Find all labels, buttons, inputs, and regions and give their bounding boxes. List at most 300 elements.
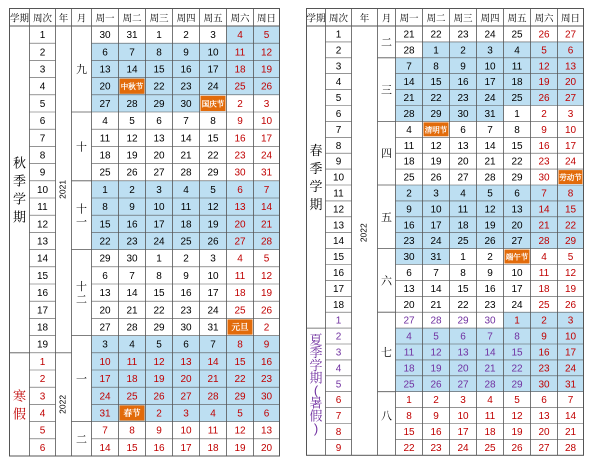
day-cell: 31 <box>484 108 496 120</box>
day-cell: 26 <box>511 442 523 454</box>
day-cell: 6 <box>102 270 108 282</box>
day-cell: 4 <box>487 395 493 407</box>
day-cell: 18 <box>234 64 246 76</box>
header-4: 周一 <box>399 13 419 25</box>
week-number: 13 <box>332 220 345 232</box>
day-cell: 30 <box>403 252 415 264</box>
day-cell: 11 <box>538 267 550 279</box>
month-label: 六 <box>381 275 392 288</box>
day-cell: 6 <box>183 339 189 351</box>
day-cell: 30 <box>457 108 469 120</box>
day-cell: 13 <box>564 61 577 73</box>
week-number: 5 <box>335 93 342 105</box>
day-cell: 18 <box>403 363 415 375</box>
week-number: 16 <box>332 267 345 279</box>
day-cell: 11 <box>403 140 415 152</box>
month-label: 四 <box>381 148 392 161</box>
day-cell: 26 <box>538 29 550 41</box>
day-cell: 4 <box>237 30 243 42</box>
week-number: 4 <box>335 363 342 375</box>
day-cell: 6 <box>237 184 243 196</box>
day-cell: 2 <box>237 98 243 110</box>
day-cell: 5 <box>129 116 135 128</box>
day-cell: 23 <box>430 442 442 454</box>
day-cell: 22 <box>153 305 165 317</box>
day-cell: 15 <box>234 356 246 368</box>
day-cell: 19 <box>234 442 246 454</box>
week-number: 5 <box>39 98 46 110</box>
day-cell: 31 <box>260 167 273 179</box>
holiday-label: 端午节 <box>505 252 529 262</box>
day-cell: 27 <box>99 98 111 110</box>
day-cell: 7 <box>129 270 135 282</box>
day-cell: 17 <box>564 347 577 359</box>
day-cell: 17 <box>564 140 577 152</box>
day-cell: 6 <box>263 408 270 420</box>
day-cell: 20 <box>180 374 192 386</box>
day-cell: 20 <box>153 150 165 162</box>
day-cell: 27 <box>457 379 469 391</box>
day-cell: 19 <box>564 283 577 295</box>
year-label: 2022 <box>358 223 369 243</box>
day-cell: 28 <box>484 172 496 184</box>
day-cell: 26 <box>260 81 273 93</box>
day-cell: 11 <box>234 270 246 282</box>
week-number: 2 <box>335 331 342 343</box>
day-cell: 15 <box>564 204 577 216</box>
day-cell: 15 <box>403 426 415 438</box>
day-cell: 13 <box>403 283 415 295</box>
week-number: 18 <box>332 299 345 311</box>
day-cell: 29 <box>153 98 165 110</box>
day-cell: 12 <box>260 47 273 59</box>
day-cell: 5 <box>541 45 547 57</box>
day-cell: 10 <box>207 47 219 59</box>
day-cell: 18 <box>207 442 219 454</box>
day-cell: 22 <box>511 156 523 168</box>
day-cell: 1 <box>406 395 412 407</box>
day-cell: 2 <box>263 322 270 334</box>
header-10: 周日 <box>560 13 581 25</box>
day-cell: 19 <box>538 77 550 89</box>
day-cell: 23 <box>457 93 469 105</box>
day-cell: 23 <box>260 374 273 386</box>
day-cell: 5 <box>263 30 270 42</box>
day-cell: 26 <box>484 236 496 248</box>
day-cell: 15 <box>207 133 219 145</box>
day-cell: 12 <box>484 204 496 216</box>
day-cell: 17 <box>207 288 219 300</box>
header-5: 周二 <box>426 13 446 25</box>
day-cell: 15 <box>511 140 523 152</box>
day-cell: 16 <box>538 140 550 152</box>
day-cell: 7 <box>433 267 439 279</box>
day-cell: 25 <box>511 29 523 41</box>
day-cell: 4 <box>210 408 216 420</box>
day-cell: 16 <box>153 442 165 454</box>
day-cell: 13 <box>99 288 111 300</box>
day-cell: 3 <box>183 408 189 420</box>
day-cell: 11 <box>403 347 415 359</box>
day-cell: 24 <box>99 391 111 403</box>
day-cell: 18 <box>457 220 469 232</box>
day-cell: 11 <box>234 47 246 59</box>
week-number: 15 <box>332 252 345 264</box>
day-cell: 19 <box>153 374 165 386</box>
week-number: 14 <box>332 236 345 248</box>
day-cell: 16 <box>457 77 469 89</box>
week-number: 8 <box>335 140 342 152</box>
day-cell: 28 <box>126 322 138 334</box>
day-cell: 14 <box>180 133 192 145</box>
day-cell: 3 <box>263 98 270 110</box>
day-cell: 10 <box>484 61 496 73</box>
day-cell: 3 <box>567 108 574 120</box>
day-cell: 29 <box>153 322 165 334</box>
week-number: 12 <box>36 219 49 231</box>
month-label: 十 <box>76 141 87 154</box>
day-cell: 12 <box>511 411 523 423</box>
day-cell: 9 <box>263 339 270 351</box>
day-cell: 9 <box>406 204 412 216</box>
day-cell: 12 <box>153 356 165 368</box>
day-cell: 1 <box>460 252 466 264</box>
day-cell: 19 <box>207 219 219 231</box>
day-cell: 5 <box>487 188 493 200</box>
week-number: 1 <box>39 30 46 42</box>
day-cell: 20 <box>564 77 577 89</box>
day-cell: 28 <box>260 236 273 248</box>
day-cell: 30 <box>538 172 550 184</box>
day-cell: 19 <box>260 288 273 300</box>
day-cell: 11 <box>457 204 469 216</box>
day-cell: 24 <box>484 29 496 41</box>
holiday-label: 中秋节 <box>120 82 144 92</box>
day-cell: 24 <box>457 442 469 454</box>
day-cell: 7 <box>129 47 135 59</box>
calendar-grid-right <box>306 8 584 457</box>
day-cell: 9 <box>129 202 135 214</box>
week-number: 7 <box>39 133 46 145</box>
day-cell: 14 <box>99 442 111 454</box>
day-cell: 19 <box>430 363 442 375</box>
day-cell: 3 <box>567 315 574 327</box>
week-number: 12 <box>332 204 345 216</box>
day-cell: 28 <box>484 379 496 391</box>
month-label: 三 <box>381 84 392 97</box>
calendar-grid-left <box>9 8 280 457</box>
day-cell: 15 <box>430 77 442 89</box>
day-cell: 14 <box>403 77 415 89</box>
day-cell: 4 <box>541 252 547 264</box>
week-number: 4 <box>335 77 342 89</box>
week-number: 6 <box>39 442 46 454</box>
month-label: 十 <box>76 203 87 216</box>
header-4: 周一 <box>95 13 115 25</box>
day-cell: 12 <box>430 140 442 152</box>
day-cell: 6 <box>102 47 108 59</box>
day-cell: 24 <box>153 236 165 248</box>
day-cell: 12 <box>564 267 577 279</box>
day-cell: 21 <box>126 305 138 317</box>
day-cell: 1 <box>514 108 520 120</box>
day-cell: 30 <box>234 167 246 179</box>
day-cell: 20 <box>457 156 469 168</box>
day-cell: 1 <box>433 45 439 57</box>
day-cell: 16 <box>180 288 192 300</box>
day-cell: 27 <box>153 167 165 179</box>
term-label-char: 期 <box>12 209 27 225</box>
holiday-label: 劳动节 <box>559 173 582 183</box>
day-cell: 13 <box>180 356 192 368</box>
day-cell: 4 <box>406 124 412 136</box>
day-cell: 8 <box>237 339 243 351</box>
month-label: 二 <box>76 294 87 307</box>
day-cell: 2 <box>541 108 547 120</box>
week-number: 4 <box>39 81 46 93</box>
day-cell: 6 <box>406 267 412 279</box>
day-cell: 12 <box>430 347 442 359</box>
day-cell: 21 <box>260 219 273 231</box>
day-cell: 26 <box>153 391 165 403</box>
day-cell: 11 <box>484 411 496 423</box>
week-number: 3 <box>39 391 46 403</box>
day-cell: 25 <box>99 167 111 179</box>
day-cell: 14 <box>260 202 273 214</box>
day-cell: 26 <box>126 167 138 179</box>
week-number: 9 <box>335 442 342 454</box>
header-6: 周三 <box>453 13 473 25</box>
day-cell: 24 <box>430 236 442 248</box>
header-1: 周次 <box>328 13 349 25</box>
day-cell: 7 <box>263 184 270 196</box>
day-cell: 11 <box>511 61 523 73</box>
day-cell: 30 <box>99 30 111 42</box>
day-cell: 12 <box>538 61 550 73</box>
day-cell: 25 <box>180 236 192 248</box>
week-number: 11 <box>333 188 344 200</box>
day-cell: 31 <box>430 252 442 264</box>
week-number: 7 <box>335 411 342 423</box>
day-cell: 10 <box>430 204 442 216</box>
year-label: 2021 <box>57 179 68 199</box>
day-cell: 17 <box>260 133 273 145</box>
day-cell: 16 <box>260 356 273 368</box>
week-number: 16 <box>36 288 49 300</box>
day-cell: 21 <box>484 156 496 168</box>
week-number: 17 <box>332 283 345 295</box>
day-cell: 24 <box>564 363 577 375</box>
day-cell: 28 <box>180 167 192 179</box>
day-cell: 22 <box>430 29 442 41</box>
day-cell: 5 <box>433 331 439 343</box>
month-label: 一 <box>76 373 87 386</box>
day-cell: 20 <box>99 81 111 93</box>
day-cell: 6 <box>156 116 162 128</box>
day-cell: 27 <box>564 93 577 105</box>
day-cell: 4 <box>406 331 412 343</box>
day-cell: 6 <box>514 188 520 200</box>
term-label-char: 季 <box>309 345 323 361</box>
day-cell: 29 <box>99 253 111 265</box>
day-cell: 20 <box>234 219 246 231</box>
day-cell: 2 <box>433 395 439 407</box>
header-8: 周五 <box>203 13 223 25</box>
day-cell: 6 <box>460 124 466 136</box>
holiday-label: 清明节 <box>424 125 448 135</box>
day-cell: 13 <box>457 140 469 152</box>
day-cell: 11 <box>207 425 219 437</box>
day-cell: 20 <box>511 220 523 232</box>
day-cell: 13 <box>234 202 246 214</box>
day-cell: 9 <box>433 411 439 423</box>
day-cell: 5 <box>567 252 574 264</box>
day-cell: 26 <box>207 236 219 248</box>
week-number: 13 <box>36 236 49 248</box>
week-number: 7 <box>335 124 342 136</box>
day-cell: 28 <box>207 391 219 403</box>
day-cell: 16 <box>234 133 246 145</box>
week-number: 15 <box>36 270 49 282</box>
day-cell: 22 <box>207 150 219 162</box>
day-cell: 8 <box>156 270 162 282</box>
day-cell: 31 <box>126 30 138 42</box>
day-cell: 13 <box>260 425 273 437</box>
day-cell: 17 <box>430 220 442 232</box>
term-label-char: 季 <box>12 173 27 189</box>
day-cell: 24 <box>260 150 273 162</box>
week-number: 6 <box>335 108 342 120</box>
month-label: 八 <box>381 410 392 423</box>
day-cell: 4 <box>183 184 189 196</box>
header-7: 周四 <box>480 13 500 25</box>
day-cell: 10 <box>564 124 577 136</box>
day-cell: 23 <box>484 299 496 311</box>
day-cell: 20 <box>457 363 469 375</box>
holiday-label: 元旦 <box>231 322 249 332</box>
day-cell: 3 <box>210 30 216 42</box>
header-9: 周六 <box>230 13 250 25</box>
term-label-char: 暑 <box>309 395 323 411</box>
day-cell: 10 <box>99 356 111 368</box>
week-number: 4 <box>39 408 46 420</box>
header-1: 周次 <box>32 13 53 25</box>
term-label-char: 寒 <box>12 388 27 404</box>
day-cell: 14 <box>430 283 442 295</box>
day-cell: 12 <box>260 270 273 282</box>
day-cell: 7 <box>102 425 108 437</box>
day-cell: 2 <box>541 315 547 327</box>
week-number: 18 <box>36 322 49 334</box>
term-label-char: 期 <box>309 370 323 386</box>
year-label: 2022 <box>57 394 68 414</box>
day-cell: 20 <box>403 299 415 311</box>
week-number: 3 <box>335 347 342 359</box>
week-number: 2 <box>335 45 342 57</box>
day-cell: 10 <box>207 270 219 282</box>
day-cell: 30 <box>484 315 496 327</box>
day-cell: 14 <box>484 140 496 152</box>
term-label-char: ) <box>313 421 319 437</box>
day-cell: 18 <box>538 283 550 295</box>
term-label-char: 夏 <box>309 332 323 348</box>
day-cell: 31 <box>207 322 219 334</box>
day-cell: 6 <box>567 45 574 57</box>
day-cell: 31 <box>564 379 577 391</box>
day-cell: 8 <box>102 202 108 214</box>
day-cell: 22 <box>457 299 469 311</box>
day-cell: 23 <box>538 363 550 375</box>
day-cell: 22 <box>153 81 165 93</box>
header-8: 周五 <box>507 13 527 25</box>
day-cell: 25 <box>403 379 415 391</box>
day-cell: 25 <box>126 391 138 403</box>
day-cell: 4 <box>514 45 520 57</box>
week-number: 1 <box>335 29 342 41</box>
day-cell: 15 <box>153 288 165 300</box>
term-label-char: 假 <box>12 406 27 422</box>
day-cell: 9 <box>541 331 547 343</box>
month-label: 七 <box>381 346 392 359</box>
day-cell: 26 <box>538 93 550 105</box>
day-cell: 12 <box>234 425 246 437</box>
day-cell: 28 <box>403 45 415 57</box>
autumn-winter-calendar <box>9 8 280 457</box>
header-10: 周日 <box>256 13 277 25</box>
day-cell: 2 <box>183 30 189 42</box>
day-cell: 17 <box>153 219 165 231</box>
term-label-char: 春 <box>309 143 323 159</box>
header-2: 年 <box>58 13 69 25</box>
day-cell: 22 <box>403 442 415 454</box>
day-cell: 27 <box>564 29 577 41</box>
day-cell: 6 <box>460 331 466 343</box>
day-cell: 5 <box>156 339 162 351</box>
day-cell: 20 <box>260 442 273 454</box>
day-cell: 14 <box>207 356 219 368</box>
header-0: 学期 <box>306 13 326 25</box>
day-cell: 29 <box>511 172 523 184</box>
day-cell: 9 <box>183 270 189 282</box>
spring-summer-calendar <box>306 8 584 457</box>
day-cell: 21 <box>564 426 577 438</box>
day-cell: 19 <box>126 150 138 162</box>
week-number: 5 <box>39 425 46 437</box>
day-cell: 17 <box>457 426 469 438</box>
day-cell: 3 <box>433 188 439 200</box>
day-cell: 17 <box>511 283 523 295</box>
day-cell: 22 <box>430 93 442 105</box>
day-cell: 16 <box>430 426 442 438</box>
week-number: 17 <box>36 305 49 317</box>
day-cell: 27 <box>457 172 469 184</box>
week-number: 6 <box>335 395 342 407</box>
day-cell: 11 <box>99 133 111 145</box>
day-cell: 29 <box>511 379 523 391</box>
day-cell: 22 <box>511 363 523 375</box>
day-cell: 18 <box>126 374 138 386</box>
day-cell: 2 <box>183 253 189 265</box>
day-cell: 25 <box>234 305 246 317</box>
day-cell: 4 <box>102 116 108 128</box>
day-cell: 19 <box>430 156 442 168</box>
week-number: 1 <box>335 315 342 327</box>
day-cell: 3 <box>487 45 493 57</box>
day-cell: 1 <box>156 30 162 42</box>
term-label-char: 学 <box>309 357 323 373</box>
day-cell: 17 <box>180 442 192 454</box>
day-cell: 2 <box>129 184 135 196</box>
